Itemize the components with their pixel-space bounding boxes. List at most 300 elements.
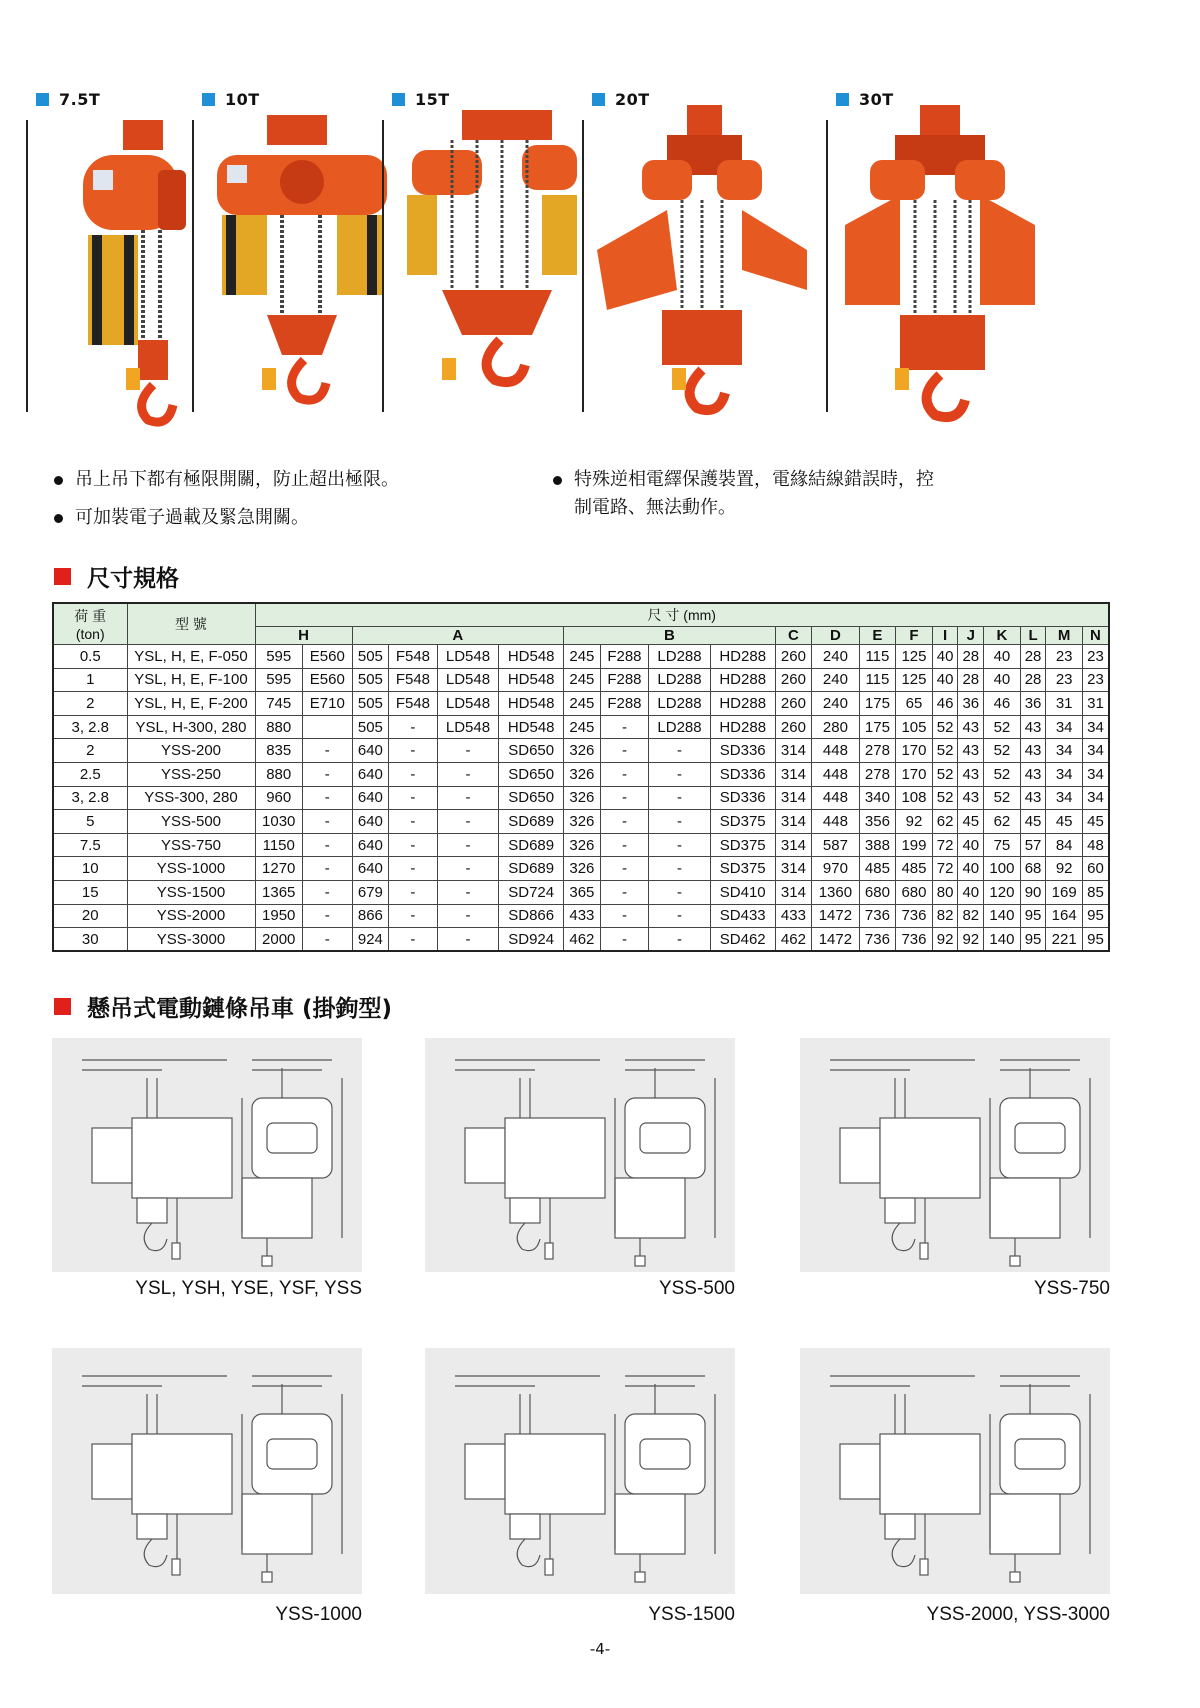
dimension-cell: 835 bbox=[255, 739, 302, 763]
table-row bbox=[53, 739, 1109, 763]
page-number: -4- bbox=[589, 1640, 611, 1658]
diagram-caption: YSS-1500 bbox=[648, 1604, 735, 1625]
dimension-cell: SD724 bbox=[499, 881, 564, 905]
dimension-cell: 90 bbox=[1020, 881, 1046, 905]
dimension-cell: 45 bbox=[958, 810, 984, 834]
dimension-cell: 125 bbox=[896, 668, 933, 692]
dimension-cell: 640 bbox=[352, 810, 389, 834]
load-cell: 15 bbox=[53, 881, 127, 905]
dimension-cell: SD336 bbox=[710, 739, 775, 763]
dimension-cell: 31 bbox=[1046, 692, 1083, 716]
photo-30t bbox=[826, 90, 1126, 460]
dimension-cell: 40 bbox=[958, 857, 984, 881]
dimension-cell: LD548 bbox=[437, 668, 499, 692]
dimension-cell: E710 bbox=[302, 692, 352, 716]
dimension-cell: - bbox=[437, 833, 499, 857]
dimension-cell: 85 bbox=[1082, 881, 1109, 905]
dimension-cell: 48 bbox=[1082, 833, 1109, 857]
feature-bullet-phase-protection: 特殊逆相電繹保護裝置，電緣結線錯誤時，控 制電路、無法動作。 bbox=[553, 466, 934, 522]
dimension-cell: 34 bbox=[1046, 763, 1083, 787]
diagram-panel-yss-2000-3000 bbox=[800, 1348, 1110, 1594]
dimension-cell: 28 bbox=[1020, 645, 1046, 669]
photo-label: 7.5T bbox=[36, 90, 100, 109]
column-header: N bbox=[1082, 627, 1109, 645]
dimension-cell: 448 bbox=[812, 763, 859, 787]
dimension-cell: 43 bbox=[958, 715, 984, 739]
model-cell: YSL, H-300, 280 bbox=[127, 715, 255, 739]
dimension-cell: 23 bbox=[1082, 645, 1109, 669]
dimension-cell: - bbox=[302, 904, 352, 928]
dimension-cell: 170 bbox=[896, 739, 933, 763]
dimension-cell: 28 bbox=[1020, 668, 1046, 692]
model-cell: YSS-300, 280 bbox=[127, 786, 255, 810]
dimension-cell: 314 bbox=[775, 881, 812, 905]
dimension-cell: - bbox=[389, 810, 438, 834]
dimension-cell: 245 bbox=[564, 645, 601, 669]
dimension-cell: 31 bbox=[1082, 692, 1109, 716]
photo-20t bbox=[582, 90, 822, 460]
table-row bbox=[53, 645, 1109, 669]
dimension-cell: SD410 bbox=[710, 881, 775, 905]
dimension-cell: 57 bbox=[1020, 833, 1046, 857]
dimension-cell: 736 bbox=[859, 904, 896, 928]
dimension-cell: 640 bbox=[352, 833, 389, 857]
dimension-cell: - bbox=[649, 739, 711, 763]
dimension-cell: 736 bbox=[896, 904, 933, 928]
dimension-cell: 736 bbox=[896, 928, 933, 952]
load-cell: 3, 2.8 bbox=[53, 786, 127, 810]
dimension-cell: LD288 bbox=[649, 715, 711, 739]
dimension-drawing bbox=[800, 1038, 1110, 1272]
dimension-cell: 462 bbox=[564, 928, 601, 952]
column-header: L bbox=[1020, 627, 1046, 645]
dimension-cell: 680 bbox=[859, 881, 896, 905]
dimension-cell: 278 bbox=[859, 763, 896, 787]
dimension-cell: 280 bbox=[812, 715, 859, 739]
dimension-cell: 52 bbox=[932, 786, 958, 810]
dimension-cell: 326 bbox=[564, 739, 601, 763]
photo-label: 10T bbox=[202, 90, 260, 109]
dimension-cell: 92 bbox=[958, 928, 984, 952]
dimension-cell: - bbox=[437, 763, 499, 787]
dimension-cell: 260 bbox=[775, 645, 812, 669]
dimension-cell: - bbox=[302, 810, 352, 834]
dimension-cell: 92 bbox=[1046, 857, 1083, 881]
dimension-cell: 595 bbox=[255, 645, 302, 669]
dimension-cell: 1472 bbox=[812, 928, 859, 952]
photo-7-5t bbox=[26, 90, 216, 460]
dimension-cell: HD288 bbox=[710, 692, 775, 716]
dimension-cell: 505 bbox=[352, 668, 389, 692]
dimension-cell: - bbox=[600, 928, 649, 952]
dimension-cell: 485 bbox=[896, 857, 933, 881]
dimension-cell: 75 bbox=[984, 833, 1021, 857]
dimension-cell: - bbox=[600, 833, 649, 857]
dimension-cell: - bbox=[649, 904, 711, 928]
dimension-cell: 34 bbox=[1046, 715, 1083, 739]
dimension-cell: 105 bbox=[896, 715, 933, 739]
load-cell: 7.5 bbox=[53, 833, 127, 857]
dimension-cell: 40 bbox=[958, 881, 984, 905]
dimension-cell: 36 bbox=[958, 692, 984, 716]
dimension-cell: 28 bbox=[958, 645, 984, 669]
dimension-cell: - bbox=[389, 881, 438, 905]
dimension-cell: 45 bbox=[1082, 810, 1109, 834]
dimension-cell: - bbox=[600, 739, 649, 763]
dimension-cell: SD462 bbox=[710, 928, 775, 952]
diagram-caption: YSL, YSH, YSE, YSF, YSS bbox=[135, 1278, 362, 1299]
dimension-cell: SD866 bbox=[499, 904, 564, 928]
dimension-cell: 52 bbox=[984, 786, 1021, 810]
dimension-cell: LD288 bbox=[649, 668, 711, 692]
dimension-cell: 356 bbox=[859, 810, 896, 834]
dimension-cell: 28 bbox=[958, 668, 984, 692]
model-cell: YSS-500 bbox=[127, 810, 255, 834]
diagram-caption: YSS-1000 bbox=[275, 1604, 362, 1625]
bullet-dot-icon bbox=[54, 514, 63, 523]
dimension-cell: 95 bbox=[1082, 928, 1109, 952]
dimension-cell: 462 bbox=[775, 928, 812, 952]
dimension-cell: 36 bbox=[1020, 692, 1046, 716]
dimension-cell: - bbox=[389, 833, 438, 857]
divider bbox=[826, 120, 828, 412]
dimension-cell: 43 bbox=[1020, 786, 1046, 810]
dimension-cell: - bbox=[389, 857, 438, 881]
hoist-photo-15t bbox=[402, 100, 592, 430]
bullet-dot-icon bbox=[54, 476, 63, 485]
photo-label: 15T bbox=[392, 90, 450, 109]
dimension-cell: 23 bbox=[1082, 668, 1109, 692]
dimension-cell: 82 bbox=[932, 904, 958, 928]
dimension-cell: 433 bbox=[775, 904, 812, 928]
table-row bbox=[53, 857, 1109, 881]
dimension-cell: F548 bbox=[389, 692, 438, 716]
diagram-caption: YSS-500 bbox=[658, 1278, 735, 1299]
dimension-cell: 68 bbox=[1020, 857, 1046, 881]
dimension-cell: SD375 bbox=[710, 833, 775, 857]
hook-section-title: 懸吊式電動鏈條吊車 (掛鉤型) bbox=[54, 990, 392, 1023]
dimension-cell: LD548 bbox=[437, 645, 499, 669]
dimension-cell: - bbox=[649, 763, 711, 787]
dimension-drawing bbox=[425, 1348, 735, 1594]
diagram-panel-ysl bbox=[52, 1038, 362, 1272]
dimension-cell: SD650 bbox=[499, 763, 564, 787]
dimension-drawing bbox=[425, 1038, 735, 1272]
dimension-cell: 245 bbox=[564, 668, 601, 692]
column-header: E bbox=[859, 627, 896, 645]
dimension-cell: SD924 bbox=[499, 928, 564, 952]
dimension-cell: 43 bbox=[1020, 739, 1046, 763]
table-row bbox=[53, 928, 1109, 952]
dimension-cell: 199 bbox=[896, 833, 933, 857]
dimension-cell: 970 bbox=[812, 857, 859, 881]
dimension-cell: 448 bbox=[812, 810, 859, 834]
dimension-cell: 95 bbox=[1082, 904, 1109, 928]
column-header: I bbox=[932, 627, 958, 645]
photo-15t bbox=[382, 90, 592, 460]
dimension-cell: - bbox=[600, 786, 649, 810]
divider bbox=[192, 120, 194, 412]
feature-bullet-overload: 可加裝電子過載及緊急開關。 bbox=[54, 504, 309, 532]
dimension-cell: 260 bbox=[775, 692, 812, 716]
dimension-cell: 880 bbox=[255, 763, 302, 787]
dimension-cell: - bbox=[649, 833, 711, 857]
divider bbox=[582, 120, 584, 412]
model-cell: YSS-750 bbox=[127, 833, 255, 857]
table-row bbox=[53, 715, 1109, 739]
dimension-cell: 95 bbox=[1020, 904, 1046, 928]
dimension-cell: - bbox=[600, 857, 649, 881]
dimension-cell: 40 bbox=[984, 668, 1021, 692]
dimension-cell: 340 bbox=[859, 786, 896, 810]
dimension-cell: 736 bbox=[859, 928, 896, 952]
dimension-cell: LD288 bbox=[649, 692, 711, 716]
dimension-cell: 314 bbox=[775, 786, 812, 810]
dimension-cell: 260 bbox=[775, 715, 812, 739]
dimension-cell: - bbox=[600, 904, 649, 928]
load-cell: 2 bbox=[53, 692, 127, 716]
dimension-cell: 72 bbox=[932, 857, 958, 881]
model-cell: YSS-1500 bbox=[127, 881, 255, 905]
dimension-cell: 45 bbox=[1046, 810, 1083, 834]
dimension-cell: SD375 bbox=[710, 857, 775, 881]
dimension-cell: LD288 bbox=[649, 645, 711, 669]
dimension-cell: - bbox=[389, 763, 438, 787]
dimension-cell: HD288 bbox=[710, 715, 775, 739]
dimension-drawing bbox=[52, 1348, 362, 1594]
dimension-cell: 326 bbox=[564, 763, 601, 787]
table-row bbox=[53, 786, 1109, 810]
dimension-cell: - bbox=[649, 881, 711, 905]
model-cell: YSS-2000 bbox=[127, 904, 255, 928]
spec-table bbox=[52, 602, 1110, 952]
dimension-cell: F288 bbox=[600, 645, 649, 669]
dimension-cell: - bbox=[302, 857, 352, 881]
dimension-cell: 505 bbox=[352, 715, 389, 739]
dimension-cell: 314 bbox=[775, 739, 812, 763]
dimension-cell: 92 bbox=[932, 928, 958, 952]
dimension-cell: 52 bbox=[984, 739, 1021, 763]
column-header: J bbox=[958, 627, 984, 645]
dimension-cell: - bbox=[649, 857, 711, 881]
dimension-cell: 62 bbox=[984, 810, 1021, 834]
dimension-cell: - bbox=[600, 763, 649, 787]
load-cell: 0.5 bbox=[53, 645, 127, 669]
column-header: F bbox=[896, 627, 933, 645]
divider bbox=[382, 120, 384, 412]
dimension-cell: 46 bbox=[932, 692, 958, 716]
dimension-cell: 240 bbox=[812, 692, 859, 716]
dimension-cell: 2000 bbox=[255, 928, 302, 952]
dimension-cell: LD548 bbox=[437, 715, 499, 739]
dimension-cell: SD433 bbox=[710, 904, 775, 928]
dimension-cell: - bbox=[389, 786, 438, 810]
load-cell: 30 bbox=[53, 928, 127, 952]
dimension-cell: 52 bbox=[932, 739, 958, 763]
dimension-cell: 1270 bbox=[255, 857, 302, 881]
dimension-cell: 640 bbox=[352, 786, 389, 810]
table-row bbox=[53, 692, 1109, 716]
dimension-cell: E560 bbox=[302, 668, 352, 692]
dimension-cell: 52 bbox=[984, 715, 1021, 739]
dimension-cell: 100 bbox=[984, 857, 1021, 881]
dimension-cell: - bbox=[437, 739, 499, 763]
photo-label: 20T bbox=[592, 90, 650, 109]
dimension-cell: 40 bbox=[958, 833, 984, 857]
dimension-cell: 866 bbox=[352, 904, 389, 928]
dimension-cell: 170 bbox=[896, 763, 933, 787]
table-row bbox=[53, 881, 1109, 905]
dimension-drawing bbox=[52, 1038, 362, 1272]
dimension-cell: - bbox=[437, 881, 499, 905]
dimension-cell: 924 bbox=[352, 928, 389, 952]
dimension-cell: - bbox=[649, 928, 711, 952]
table-row bbox=[53, 668, 1109, 692]
dimension-cell: - bbox=[649, 786, 711, 810]
dimension-cell: 115 bbox=[859, 645, 896, 669]
product-photo-row bbox=[26, 90, 1136, 460]
dimension-cell: 60 bbox=[1082, 857, 1109, 881]
dimension-cell: 120 bbox=[984, 881, 1021, 905]
red-square-icon bbox=[54, 998, 71, 1015]
dimension-cell: - bbox=[600, 881, 649, 905]
dimension-cell: SD689 bbox=[499, 857, 564, 881]
dimension-cell: 240 bbox=[812, 645, 859, 669]
dimension-cell: 505 bbox=[352, 692, 389, 716]
column-header: K bbox=[984, 627, 1021, 645]
dimension-cell: - bbox=[389, 904, 438, 928]
dimension-cell: 40 bbox=[932, 668, 958, 692]
dimension-cell: SD336 bbox=[710, 763, 775, 787]
dimension-cell: 448 bbox=[812, 739, 859, 763]
dimension-cell: 314 bbox=[775, 833, 812, 857]
dimension-cell: - bbox=[302, 763, 352, 787]
dimension-cell: 448 bbox=[812, 786, 859, 810]
dimension-cell: 40 bbox=[932, 645, 958, 669]
dimension-cell: 125 bbox=[896, 645, 933, 669]
dimension-cell: - bbox=[389, 928, 438, 952]
dimension-cell: 221 bbox=[1046, 928, 1083, 952]
dimension-cell: SD375 bbox=[710, 810, 775, 834]
dimension-cell: SD689 bbox=[499, 833, 564, 857]
dimension-cell: - bbox=[389, 739, 438, 763]
column-header: B bbox=[564, 627, 776, 645]
dimension-cell: 34 bbox=[1082, 715, 1109, 739]
dimension-cell: 433 bbox=[564, 904, 601, 928]
dimension-cell: HD548 bbox=[499, 668, 564, 692]
model-cell: YSL, H, E, F-050 bbox=[127, 645, 255, 669]
bullet-dot-icon bbox=[553, 476, 562, 485]
diagram-panel-yss-750 bbox=[800, 1038, 1110, 1272]
dimension-cell: - bbox=[437, 928, 499, 952]
red-square-icon bbox=[54, 568, 71, 585]
load-cell: 2 bbox=[53, 739, 127, 763]
dimension-cell: - bbox=[437, 810, 499, 834]
load-cell: 20 bbox=[53, 904, 127, 928]
dimension-cell: 1030 bbox=[255, 810, 302, 834]
dimension-cell: 65 bbox=[896, 692, 933, 716]
dimension-cell: 245 bbox=[564, 715, 601, 739]
load-cell: 3, 2.8 bbox=[53, 715, 127, 739]
photo-10t bbox=[192, 90, 402, 460]
load-cell: 1 bbox=[53, 668, 127, 692]
hoist-photo-7-5t bbox=[48, 100, 208, 430]
diagram-caption: YSS-2000, YSS-3000 bbox=[926, 1604, 1110, 1625]
model-cell: YSS-250 bbox=[127, 763, 255, 787]
dimension-cell: 43 bbox=[958, 786, 984, 810]
table-row bbox=[53, 833, 1109, 857]
dimension-cell: SD650 bbox=[499, 786, 564, 810]
dimension-cell: F548 bbox=[389, 645, 438, 669]
dimension-cell: 1150 bbox=[255, 833, 302, 857]
dimension-cell: 880 bbox=[255, 715, 302, 739]
dimension-cell: SD650 bbox=[499, 739, 564, 763]
dimension-cell: 23 bbox=[1046, 645, 1083, 669]
dimension-cell: 43 bbox=[1020, 763, 1046, 787]
diagram-panel-yss-500 bbox=[425, 1038, 735, 1272]
dimension-cell: 260 bbox=[775, 668, 812, 692]
dimension-cell: 108 bbox=[896, 786, 933, 810]
dimension-cell: 95 bbox=[1020, 928, 1046, 952]
diagram-caption: YSS-750 bbox=[1033, 1278, 1110, 1299]
dimension-cell: 640 bbox=[352, 763, 389, 787]
dimension-cell: 640 bbox=[352, 739, 389, 763]
dimension-cell: 587 bbox=[812, 833, 859, 857]
dimension-cell: - bbox=[389, 715, 438, 739]
dimension-cell: 34 bbox=[1082, 786, 1109, 810]
model-header: 型 號 bbox=[127, 603, 255, 645]
dimension-cell: 92 bbox=[896, 810, 933, 834]
load-cell: 5 bbox=[53, 810, 127, 834]
feature-bullet-limit-switch: 吊上吊下都有極限開關，防止超出極限。 bbox=[54, 466, 399, 494]
hoist-photo-20t bbox=[592, 100, 817, 430]
dimension-cell: - bbox=[302, 928, 352, 952]
dimension-cell: - bbox=[302, 739, 352, 763]
dimension-cell: 72 bbox=[932, 833, 958, 857]
model-cell: YSS-200 bbox=[127, 739, 255, 763]
dimension-cell: - bbox=[600, 810, 649, 834]
dimension-cell: 140 bbox=[984, 904, 1021, 928]
column-header: H bbox=[255, 627, 352, 645]
load-cell: 2.5 bbox=[53, 763, 127, 787]
dimension-cell: 960 bbox=[255, 786, 302, 810]
dimension-cell: 52 bbox=[932, 715, 958, 739]
dimension-cell: HD548 bbox=[499, 692, 564, 716]
dimension-cell: 240 bbox=[812, 668, 859, 692]
dimension-cell: - bbox=[437, 857, 499, 881]
dimension-cell: 326 bbox=[564, 857, 601, 881]
dimension-cell: 84 bbox=[1046, 833, 1083, 857]
dimension-cell: 1950 bbox=[255, 904, 302, 928]
dimension-cell: F288 bbox=[600, 668, 649, 692]
dimension-cell: - bbox=[302, 786, 352, 810]
dimension-cell: 595 bbox=[255, 668, 302, 692]
dimension-cell: 175 bbox=[859, 715, 896, 739]
dimension-cell: 43 bbox=[958, 763, 984, 787]
dimension-cell: 680 bbox=[896, 881, 933, 905]
dimension-cell: 175 bbox=[859, 692, 896, 716]
dimension-cell: 1472 bbox=[812, 904, 859, 928]
dimension-cell: - bbox=[437, 786, 499, 810]
dimension-cell: SD336 bbox=[710, 786, 775, 810]
dimension-cell: 245 bbox=[564, 692, 601, 716]
dimension-cell: 34 bbox=[1082, 739, 1109, 763]
model-cell: YSS-1000 bbox=[127, 857, 255, 881]
column-header: D bbox=[812, 627, 859, 645]
dimension-cell: E560 bbox=[302, 645, 352, 669]
dimension-cell: 115 bbox=[859, 668, 896, 692]
dimension-cell: 679 bbox=[352, 881, 389, 905]
